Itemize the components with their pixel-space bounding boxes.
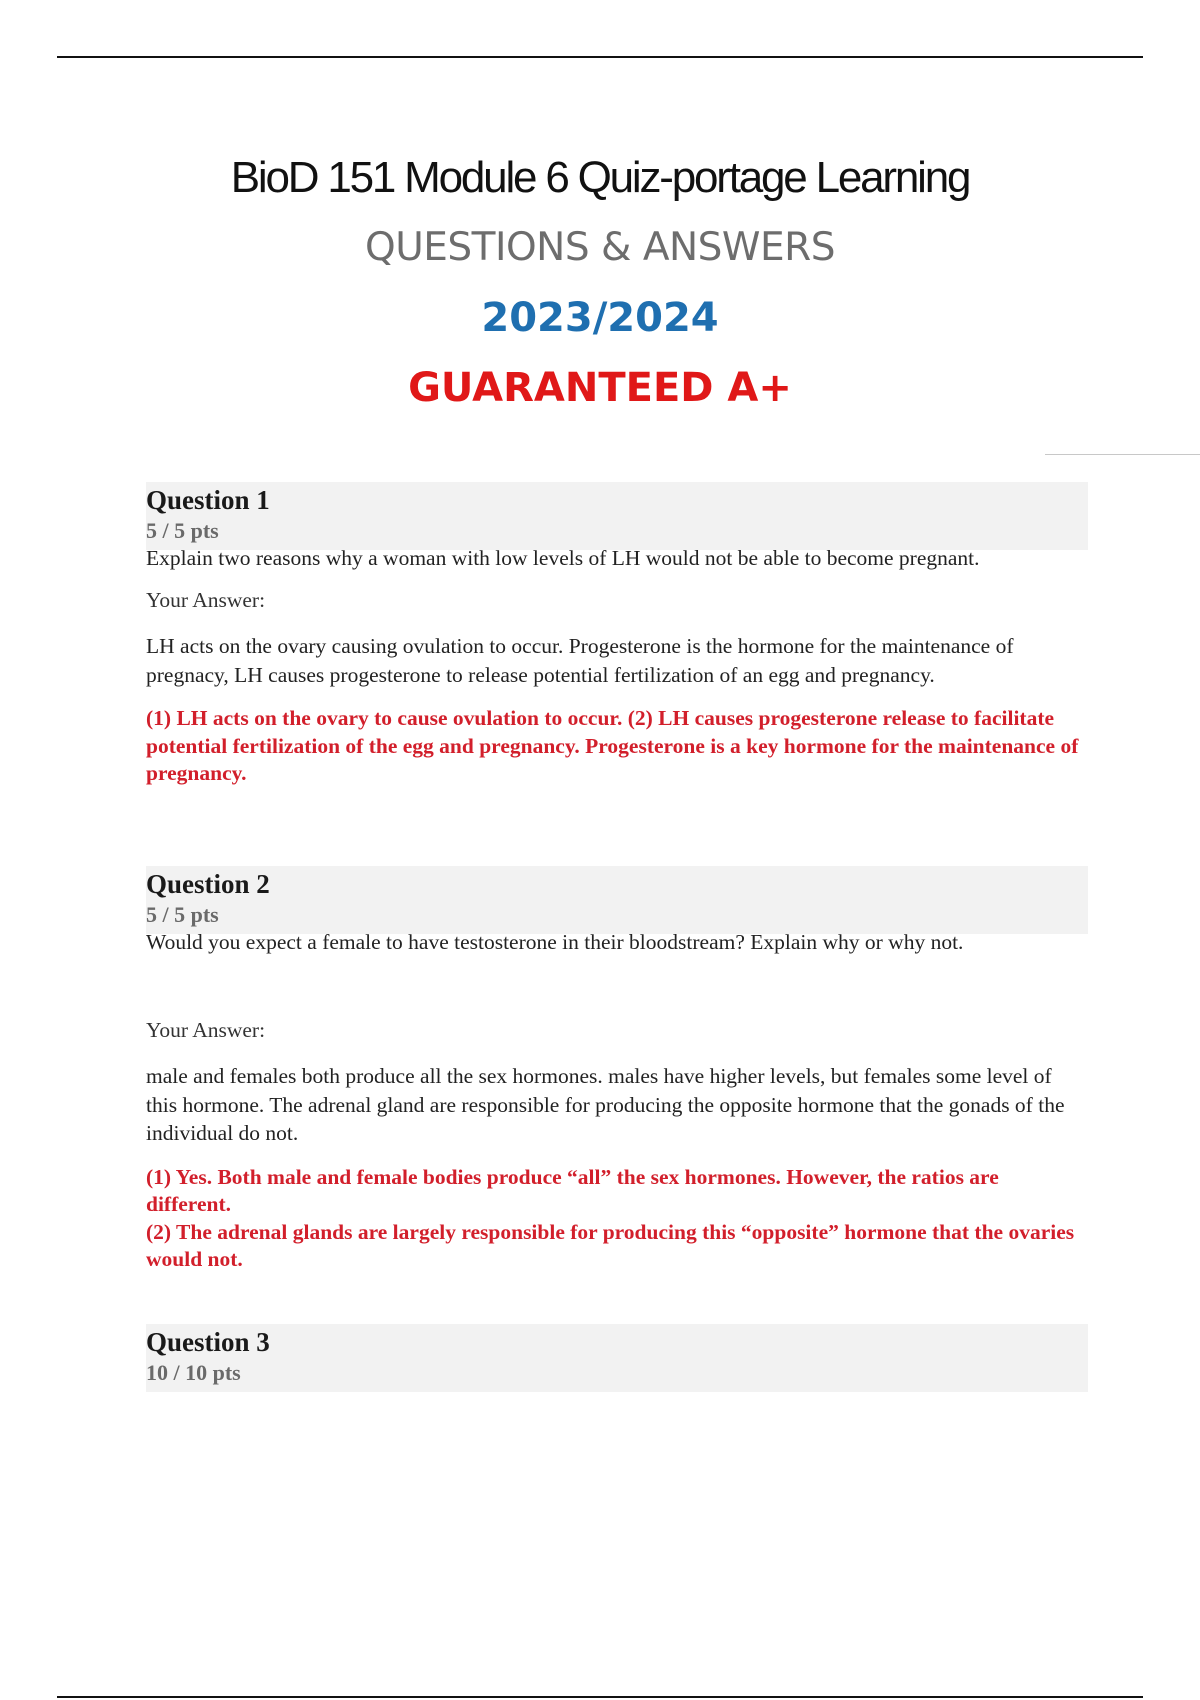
side-rule: [1045, 454, 1200, 455]
your-answer-text: male and females both produce all the sex hormones. males have higher levels, but females some level of this hormone. The adrenal gland are responsible for producing the opposite hormone that the gonads of the individual do not.: [146, 1064, 1065, 1145]
question-points: 5 / 5 pts: [146, 902, 219, 927]
document-year: 2023/2024: [481, 295, 719, 341]
correct-answer-text-1: (1) Yes. Both male and female bodies produce “all” the sex hormones. However, the ratios are different.: [146, 1164, 999, 1216]
bottom-rule: [57, 1696, 1143, 1698]
question-title: Question 2: [146, 869, 270, 899]
correct-answer-text: (1) LH acts on the ovary to cause ovulation to occur. (2) LH causes progesterone release to facilitate potential fertilization of the egg and pregnancy. Progesterone is a key hormone for the maintenance of pregnancy.: [146, 706, 1079, 785]
document-subtitle: QUESTIONS & ANSWERS: [365, 225, 835, 270]
question-header: [146, 866, 1088, 934]
question-header: [146, 482, 1088, 550]
question-3: [146, 1324, 1088, 1392]
question-title: Question 1: [146, 485, 270, 515]
title-block: [0, 148, 1200, 428]
question-1: [146, 482, 1088, 788]
your-answer-label: Your Answer:: [146, 588, 266, 612]
question-points: 10 / 10 pts: [146, 1360, 241, 1385]
your-answer-text: LH acts on the ovary causing ovulation to occur. Progesterone is the hormone for the maintenance of pregnacy, LH causes progesterone to release potential fertilization of an egg and pregnancy.: [146, 634, 1014, 687]
your-answer-label: Your Answer:: [146, 1018, 266, 1042]
document-title: BioD 151 Module 6 Quiz-portage Learning: [230, 153, 970, 202]
question-text: Would you expect a female to have testosterone in their bloodstream? Explain why or why not.: [146, 930, 964, 954]
correct-answer-text-2: (2) The adrenal glands are largely responsible for producing this “opposite” hormone that the ovaries would not.: [146, 1219, 1075, 1271]
question-2: [146, 866, 1088, 1274]
question-header: [146, 1324, 1088, 1392]
question-text: Explain two reasons why a woman with low levels of LH would not be able to become pregnant.: [146, 546, 980, 570]
question-title: Question 3: [146, 1327, 270, 1357]
question-points: 5 / 5 pts: [146, 518, 219, 543]
document-grade: GUARANTEED A+: [408, 365, 792, 411]
top-rule: [57, 56, 1143, 58]
